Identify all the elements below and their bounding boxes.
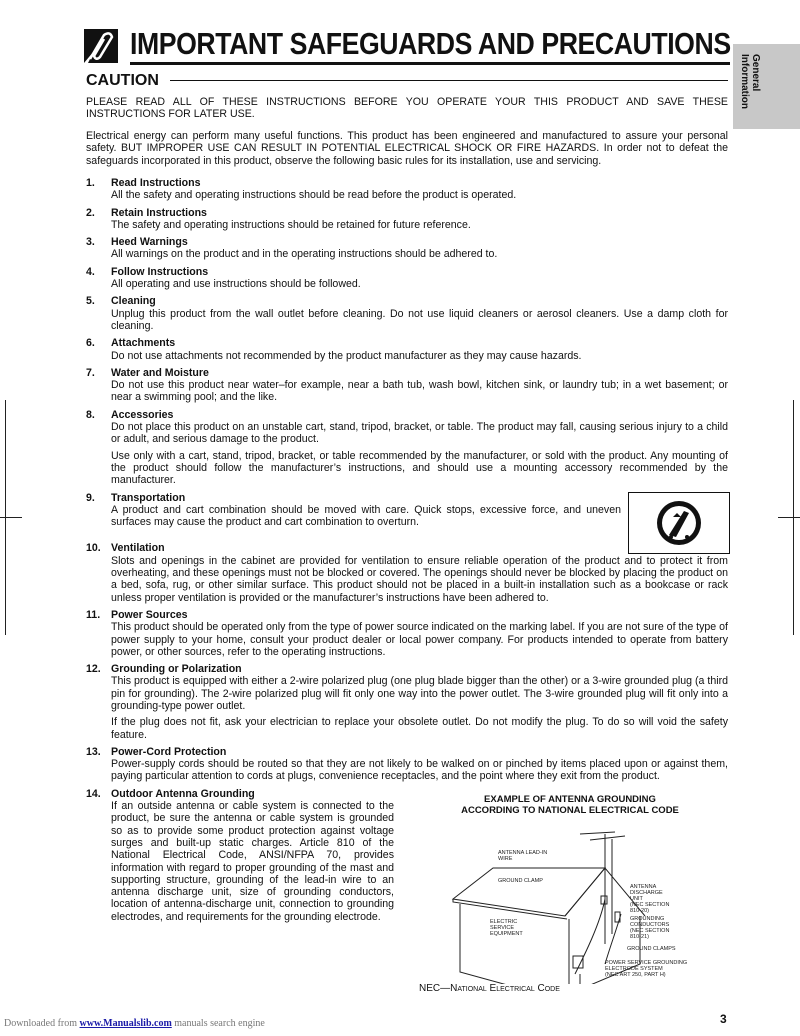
caution-notice: PLEASE READ ALL OF THESE INSTRUCTIONS BEFORE YOU OPERATE YOUR THIS PRODUCT AND SAVE THESE INSTRUCTIONS FOR LATER USE. xyxy=(86,96,728,121)
list-item xyxy=(86,295,728,332)
crop-mark xyxy=(778,517,800,518)
label-lead-in-wire: ANTENNA LEAD-IN WIRE xyxy=(498,850,548,862)
item-text: This product should be operated only from the type of power source indicated on the marking label. If you are not sure of the type of power supply to your home, consult your product dealer or local power company. For products intended to operate from battery power, or other sources, refer to the operating instructions. xyxy=(111,621,728,658)
label-power-service: POWER SERVICE GROUNDING ELECTRODE SYSTEM (NEC ART 250, PART H) xyxy=(605,960,688,978)
diagram-caption: NEC—National Electrical Code xyxy=(419,983,560,994)
diagram-title-line2: ACCORDING TO NATIONAL ELECTRICAL CODE xyxy=(461,805,679,816)
item-number: 2. xyxy=(86,206,95,219)
list-item xyxy=(86,337,728,362)
item-heading: Outdoor Antenna Grounding xyxy=(111,787,255,800)
manualslib-link[interactable]: www.Manualslib.com xyxy=(79,1018,172,1029)
item-heading: Grounding or Polarization xyxy=(111,663,242,676)
item-text: This product is equipped with either a 2-wire polarized plug (one plug blade bigger than the other) or a 3-wire grounded plug (a third pin for grounding). The 2-wire polarized plug will fit only one way into the power outlet. The 3-wire grounded plug will fit only into a grounding-type power outlet. xyxy=(111,675,728,712)
item-heading: Read Instructions xyxy=(111,177,201,189)
list-item xyxy=(86,177,728,202)
item-number: 10. xyxy=(86,542,101,555)
item-heading: Attachments xyxy=(111,337,176,350)
item-text: If the plug does not fit, ask your electrician to replace your obsolete outlet. Do not modify the plug. To do so will void the safety feature. xyxy=(111,716,728,741)
item-number: 11. xyxy=(86,608,101,621)
safety-logo-icon xyxy=(84,29,118,63)
list-item xyxy=(86,409,728,487)
page-header xyxy=(84,26,730,66)
item-number: 9. xyxy=(86,491,95,504)
intro-paragraph: Electrical energy can perform many useful functions. This product has been engineered and manufactured to assure your personal safety. BUT IMPROPER USE CAN RESULT IN POTENTIAL ELECTRICAL SHOCK OR FIRE HAZARDS. In order not to defeat the safeguards incorporated in this product, observe the following basic rules for its installation, use and servicing. xyxy=(86,130,728,167)
item-text: All operating and use instructions should be followed. xyxy=(111,278,361,291)
antenna-grounding-diagram xyxy=(415,794,715,999)
page-title: IMPORTANT SAFEGUARDS AND PRECAUTIONS xyxy=(130,26,731,61)
item-text: Do not use this product near water–for example, near a bath tub, wash bowl, kitchen sink, or laundry tub; in a wet basement; or near a swimming pool; and the like. xyxy=(111,379,728,404)
item-number: 13. xyxy=(86,745,101,758)
crop-mark xyxy=(793,400,794,635)
item-text: Slots and openings in the cabinet are provided for ventilation to ensure reliable operation of the product and to protect it from overheating, and these openings must not be blocked or covered. The openings should never be blocked by placing the product on a bed, sofa, rug, or other similar surface. This product should not be placed in a built-in installation such as a bookcase or rack unless proper ventilation is provided or the manufacturer’s instructions have been adhered to. xyxy=(111,554,728,604)
list-item xyxy=(86,663,728,741)
list-item xyxy=(86,236,728,261)
item-heading: Power-Cord Protection xyxy=(111,745,227,758)
item-number: 7. xyxy=(86,366,95,379)
item-text: Power-supply cords should be routed so that they are not likely to be walked on or pinched by items placed upon or against them, paying particular attention to cords at plugs, convenience receptacles, and the point where they exit from the product. xyxy=(111,758,728,783)
title-underline xyxy=(130,62,730,65)
item-number: 6. xyxy=(86,337,95,350)
label-grounding-conductors: GROUNDING CONDUCTORS (NEC SECTION 810-21) xyxy=(630,916,670,940)
item-text: The safety and operating instructions should be retained for future reference. xyxy=(111,218,471,231)
list-item xyxy=(86,746,728,783)
item-text: Do not use attachments not recommended by the product manufacturer as they may cause hazards. xyxy=(111,349,582,362)
list-item xyxy=(86,609,728,658)
diagram-title-line1: EXAMPLE OF ANTENNA GROUNDING xyxy=(484,794,656,805)
download-footer xyxy=(4,1018,265,1029)
item-heading: Power Sources xyxy=(111,608,188,621)
item-text: A product and cart combination should be moved with care. Quick stops, excessive force, and uneven surfaces may cause the product and cart combination to overturn. xyxy=(111,503,621,529)
item-number: 8. xyxy=(86,408,95,421)
caution-heading: CAUTION xyxy=(86,72,159,89)
item-number: 3. xyxy=(86,236,95,249)
item-number: 14. xyxy=(86,787,101,800)
caution-rule xyxy=(170,80,728,81)
item-number: 1. xyxy=(86,177,95,189)
item-heading: Accessories xyxy=(111,408,174,421)
item-heading: Cleaning xyxy=(111,295,156,308)
item-text: If an outside antenna or cable system is connected to the product, be sure the antenna or cable system is grounded so as to provide some product protection against voltage surges and built-up static charges. Article 810 of the National Electrical Code, ANSI/NFPA 70, provides information with regard to proper grounding of the mast and supporting structure, grounding of the lead-in wire to an antenna discharge unit, size of grounding conductors, location of antenna-discharge unit, connection to grounding electrodes, and requirements for the grounding electrode. xyxy=(111,800,394,923)
footer-prefix: Downloaded from xyxy=(4,1018,80,1029)
item-number: 5. xyxy=(86,295,95,308)
label-discharge-unit: ANTENNA DISCHARGE UNIT (NEC SECTION 810-20) xyxy=(630,884,670,914)
item-heading: Follow Instructions xyxy=(111,265,209,278)
list-item xyxy=(86,207,728,232)
section-tab xyxy=(733,44,800,129)
list-item xyxy=(86,367,728,404)
item-text: Use only with a cart, stand, tripod, bracket, or table recommended by the manufacturer, or sold with the product. Any mounting of the product should follow the manufacturer’s instructions, and should use a mounting accessory recommended by the manufacturer. xyxy=(111,449,728,487)
item-number: 4. xyxy=(86,265,95,278)
label-ground-clamps: GROUND CLAMPS xyxy=(627,946,676,952)
label-ground-clamp: GROUND CLAMP xyxy=(498,878,543,884)
item-heading: Water and Moisture xyxy=(111,366,209,379)
item-text: All warnings on the product and in the operating instructions should be adhered to. xyxy=(111,248,498,261)
footer-suffix: manuals search engine xyxy=(171,1018,265,1029)
item-text: Unplug this product from the wall outlet before cleaning. Do not use liquid cleaners or aerosol cleaners. Use a damp cloth for cleaning. xyxy=(111,307,728,332)
item-text: Do not place this product on an unstable cart, stand, tripod, bracket, or table. The product may fall, causing serious injury to a child or adult, and serious damage to the product. xyxy=(111,421,728,446)
crop-mark xyxy=(5,400,6,635)
item-heading: Retain Instructions xyxy=(111,206,207,219)
page-number: 3 xyxy=(720,1012,727,1026)
item-heading: Transportation xyxy=(111,491,186,504)
label-electric-service: ELECTRIC SERVICE EQUIPMENT xyxy=(490,919,523,937)
item-heading: Heed Warnings xyxy=(111,236,188,249)
list-item xyxy=(86,266,728,291)
cart-warning-icon xyxy=(628,492,730,554)
item-text: All the safety and operating instructions should be read before the product is operated. xyxy=(111,189,517,202)
item-number: 12. xyxy=(86,663,101,676)
crop-mark xyxy=(0,517,22,518)
section-tab-label: General Information xyxy=(739,54,761,109)
item-heading: Ventilation xyxy=(111,542,165,555)
